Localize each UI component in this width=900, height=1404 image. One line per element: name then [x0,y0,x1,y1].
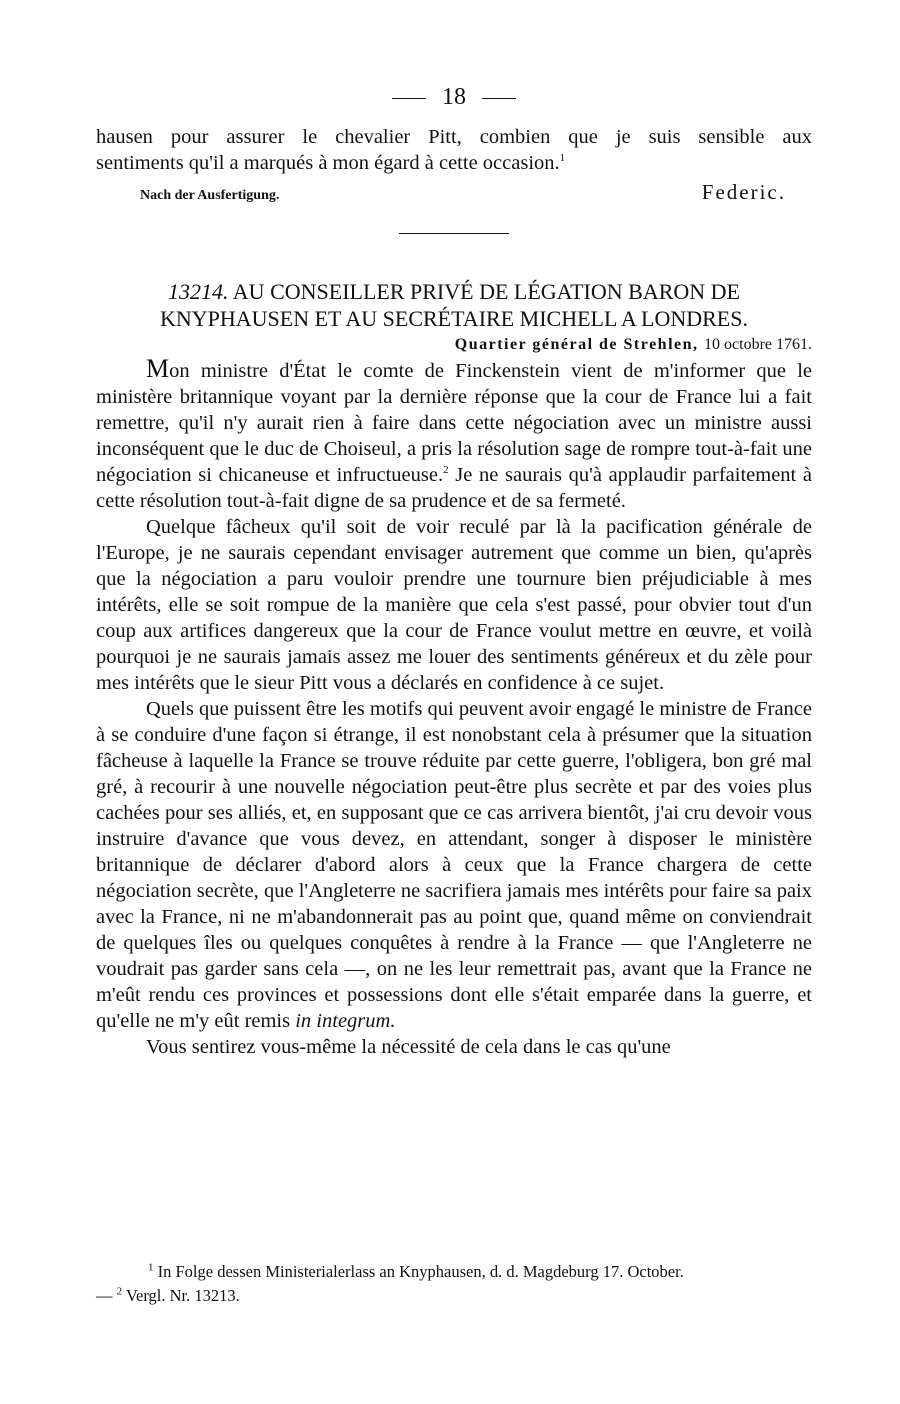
paragraph-1 [96,356,812,514]
footnotes [96,1260,812,1308]
letter-body [96,356,812,1060]
footnote-ref-2: 2 [443,464,449,477]
footnote-1 [96,1260,812,1284]
page-header [96,84,812,124]
opening-line-2-text: sentiments qu'il a marqués à mon égard à cette occasion. [96,152,560,174]
dateline-place: Quartier général de Strehlen, [454,336,699,353]
paragraph-1-text-a: Mon ministre d'État le comte de Finckenstein vient de m'informer que le ministère britannique voyant par la dernière réponse que la cour de France lui a fait remettre, qu'il n'y aurait rien à faire dans cette négociation avec un ministre aussi inconséquent que le duc de Choiseul, a pris la résolution sage de rompre tout-à-fait une négociation si chicaneuse et infructueuse. [96,354,812,486]
heading-line-1 [96,278,812,305]
footnote-ref-1: 1 [559,152,566,165]
dateline-date: 10 octobre 1761. [704,336,812,353]
footnote-2-lead: — [96,1286,117,1305]
footnote-1-mark: 1 [148,1261,154,1274]
header-dash-left [392,98,426,99]
opening-line-2 [96,150,812,176]
signature-row [96,180,812,205]
opening-text [96,124,812,176]
section-divider [399,233,509,234]
opening-line-1: hausen pour assurer le chevalier Pitt, combien que je suis sensible aux [96,126,812,148]
paragraph-2: Quelque fâcheux qu'il soit de voir reculé par là la pacification générale de l'Europe, je ne saurais cependant envisager autrement que comme un bien, qu'après que la négociation a paru vouloir prendre une tournure bien préjudiciable à mes intérêts, elle se soit rompue de la manière que cela s'est passé, pour obvier tout d'un coup aux artifices dangereux que la cour de France voulut mettre en œuvre, et voilà pourquoi je ne saurais jamais assez me louer des sentiments généreux et du zèle pour mes intérêts que le sieur Pitt vous a déclarés en confidence à ce sujet. [96,516,812,694]
page-number: 18 [442,84,466,110]
heading-line-1-text: AU CONSEILLER PRIVÉ DE LÉGATION BARON DE [232,279,740,304]
paragraph-4: Vous sentirez vous-même la nécessité de cela dans le cas qu'une [146,1036,671,1058]
latin-phrase: in integrum. [295,1010,396,1032]
source-note: Nach der Ausfertigung. [140,188,280,203]
heading-line-2: KNYPHAUSEN ET AU SECRÉTAIRE MICHELL A LONDRES. [160,306,748,331]
signature: Federic. [701,180,786,204]
footnote-2 [96,1284,812,1308]
dateline [96,336,812,354]
page [96,84,812,1060]
footnote-2-mark: 2 [116,1285,123,1298]
header-dash-right [482,98,516,99]
paragraph-3-text: Quels que puissent être les motifs qui peuvent avoir engagé le ministre de France à se conduire d'une façon si étrange, il est nonobstant cela à présumer que la situation fâcheuse à laquelle la France se trouve réduite par cette guerre, l'obligera, bon gré mal gré, à recourir à une nouvelle négociation peut-être plus secrète et par des voies plus cachées pour ses alliés, et, en supposant que ce cas arrivera bientôt, j'ai cru devoir vous instruire d'avance que vous devez, en attendant, songer à disposer le ministère britannique de déclarer d'abord alors à ceux que la France chargera de cette négociation secrète, que l'Angleterre ne sacrifiera jamais mes intérêts pour faire sa paix avec la France, ni ne m'abandonnerait pas au point que, quand même on conviendrait de quelques îles ou quelques conquêtes à rendre à la France — que l'Angleterre ne voudrait pas garder sans cela —, on ne les leur remettrait pas, avant que la France ne m'eût rendu ces provinces et possessions dont elle s'était emparée dans la guerre, et qu'elle ne m'y eût remis [96,698,812,1032]
footnote-1-text: In Folge dessen Ministerialerlass an Knyphausen, d. d. Magdeburg 17. October. [153,1262,684,1281]
paragraph-1-text-b: Je ne saurais qu'à applaudir parfaitement à cette résolution tout-à-fait digne de sa prudence et de sa fermeté. [96,464,812,512]
footnote-2-text: Vergl. Nr. 13213. [122,1286,240,1305]
paragraph-3 [96,696,812,1034]
document-heading [96,278,812,332]
document-number: 13214. [168,279,229,304]
